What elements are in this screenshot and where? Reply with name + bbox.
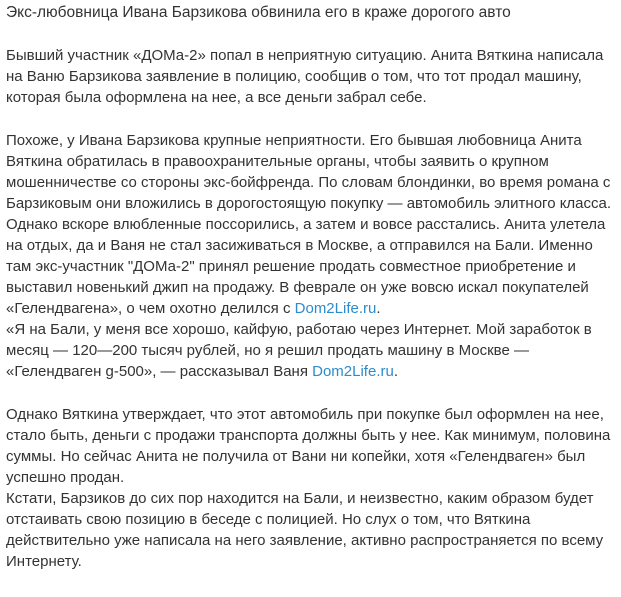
paragraph-gap	[6, 382, 615, 404]
lead-paragraph: Бывший участник «ДОМа-2» попал в неприятную ситуацию. Анита Вяткина написала на Ваню Барзикова заявление в полицию, сообщив о том, что тот продал машину, которая была оформлена на нее, а все деньги забрал себе.	[6, 47, 604, 106]
body-paragraph-1-end: .	[376, 300, 381, 317]
article-headline: Экс-любовница Ивана Барзикова обвинила его в краже дорогого авто	[6, 4, 511, 21]
quote-paragraph	[6, 319, 615, 382]
body-paragraph-1-text: Похоже, у Ивана Барзикова крупные неприятности. Его бывшая любовница Анита Вяткина обратилась в правоохранительные органы, чтобы заявить о крупном мошенничестве со стороны экс-бойфренда. По словам блондинки, во время романа с Барзиковым они вложились в дорогостоящую покупку — автомобиль элитного класса. Однако вскоре влюбленные поссорились, а затем и вовсе расстались. Анита улетела на отдых, да и Ваня не стал засиживаться в Москве, а отправился на Бали. Именно там экс-участник "ДОМа-2" принял решение продать совместное приобретение и выставил новенький джип на продажу. В феврале он уже вовсю искал покупателей «Гелендвагена», о чем охотно делился с	[6, 132, 612, 317]
quote-end: .	[393, 363, 398, 380]
body-paragraph-1	[6, 130, 615, 319]
body-paragraph-3: Кстати, Барзиков до сих пор находится на Бали, и неизвестно, каким образом будет отстаивать свою позицию в беседе с полицией. Но слух о том, что Вяткина действительно уже написала на него заявление, активно распространяется по всему Интернету.	[6, 490, 604, 570]
body-paragraph-2: Однако Вяткина утверждает, что этот автомобиль при покупке был оформлен на нее, стало быть, деньги с продажи транспорта должны быть у нее. Как минимум, половина суммы. Но сейчас Анита не получила от Вани ни копейки, хотя «Гелендваген» был успешно продан.	[6, 406, 611, 486]
quote-text: «Я на Бали, у меня все хорошо, кайфую, работаю через Интернет. Мой заработок в месяц — 120—200 тысяч рублей, но я решил продать машину в Москве — «Гелендваген g-500», — рассказывал Ваня	[6, 321, 592, 380]
paragraph-gap	[6, 23, 615, 45]
source-link[interactable]: Dom2Life.ru	[294, 300, 377, 317]
paragraph-gap	[6, 108, 615, 130]
quote-source-link[interactable]: Dom2Life.ru	[312, 363, 394, 380]
